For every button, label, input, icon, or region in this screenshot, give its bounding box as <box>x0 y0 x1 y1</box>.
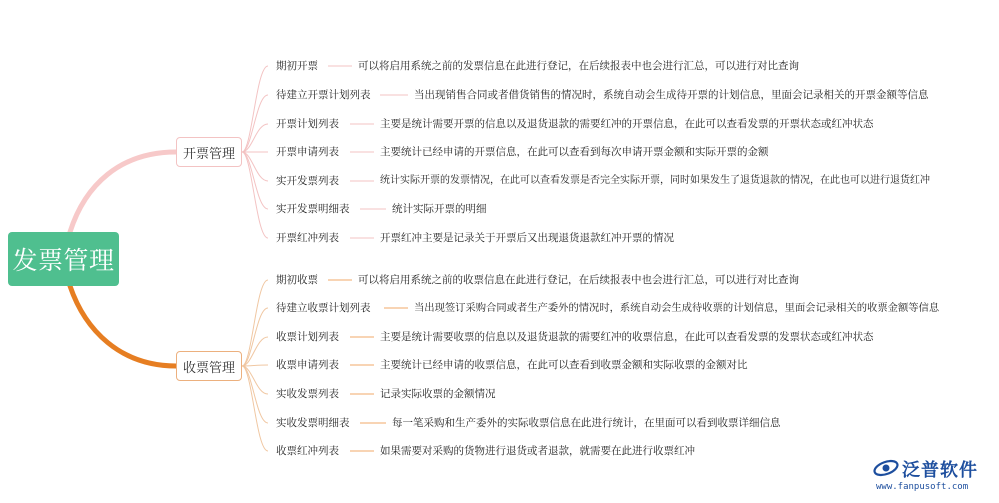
leaf-description: 主要是统计需要开票的信息以及退货退款的需要红冲的开票信息，在此可以查看发票的开票状态或红冲状态 <box>380 118 874 130</box>
leaf-description: 当出现销售合同或者借货销售的情况时，系统自动会生成待开票的计划信息，里面会记录相关的开票金额等信息 <box>414 89 929 101</box>
logo-text: 泛普软件 <box>902 460 978 481</box>
logo-url: www.fanpusoft.com <box>876 482 969 492</box>
leaf-node[interactable]: 期初收票 <box>276 274 318 286</box>
leaf-description: 可以将启用系统之前的发票信息在此进行登记，在后续报表中也会进行汇总，可以进行对比查询 <box>358 60 799 72</box>
leaf-node[interactable]: 待建立开票计划列表 <box>276 89 371 101</box>
leaf-node[interactable]: 待建立收票计划列表 <box>276 302 371 314</box>
leaf-node[interactable]: 收票红冲列表 <box>276 445 339 457</box>
leaf-description: 开票红冲主要是记录关于开票后又出现退货退款红冲开票的情况 <box>380 232 674 244</box>
branch-node-invoicing[interactable]: 开票管理 <box>176 137 242 167</box>
leaf-description: 每一笔采购和生产委外的实际收票信息在此进行统计，在里面可以看到收票详细信息 <box>392 417 781 429</box>
leaf-description: 统计实际开票的发票情况，在此可以查看发票是否完全实际开票，同时如果发生了退货退款的情况，在此也可以进行退货红冲 <box>380 175 930 186</box>
leaf-node[interactable]: 收票申请列表 <box>276 359 339 371</box>
leaf-description: 如果需要对采购的货物进行退货或者退款，就需要在此进行收票红冲 <box>380 445 695 457</box>
leaf-node[interactable]: 期初开票 <box>276 60 318 72</box>
leaf-node[interactable]: 开票申请列表 <box>276 146 339 158</box>
leaf-description: 统计实际开票的明细 <box>392 203 487 215</box>
brand-logo <box>870 456 996 500</box>
leaf-node[interactable]: 实收发票明细表 <box>276 417 350 429</box>
root-node[interactable]: 发票管理 <box>8 232 119 286</box>
leaf-description: 主要是统计需要收票的信息以及退货退款的需要红冲的收票信息，在此可以查看发票的发票状态或红冲状态 <box>380 331 874 343</box>
leaf-node[interactable]: 开票红冲列表 <box>276 232 339 244</box>
leaf-description: 当出现签订采购合同或者生产委外的情况时，系统自动会生成待收票的计划信息，里面会记录相关的收票金额等信息 <box>414 302 940 314</box>
leaf-description: 记录实际收票的金额情况 <box>380 388 496 400</box>
fanpu-logo-icon <box>872 456 900 480</box>
leaf-node[interactable]: 实开发票明细表 <box>276 203 350 215</box>
leaf-description: 可以将启用系统之前的收票信息在此进行登记，在后续报表中也会进行汇总，可以进行对比查询 <box>358 274 799 286</box>
leaf-node[interactable]: 实开发票列表 <box>276 175 339 187</box>
leaf-node[interactable]: 收票计划列表 <box>276 331 339 343</box>
leaf-node[interactable]: 开票计划列表 <box>276 118 339 130</box>
leaf-description: 主要统计已经申请的收票信息，在此可以查看到收票金额和实际收票的金额对比 <box>380 359 748 371</box>
branch-node-receiving[interactable]: 收票管理 <box>176 351 242 381</box>
leaf-node[interactable]: 实收发票列表 <box>276 388 339 400</box>
leaf-description: 主要统计已经申请的开票信息，在此可以查看到每次申请开票金额和实际开票的金额 <box>380 146 769 158</box>
